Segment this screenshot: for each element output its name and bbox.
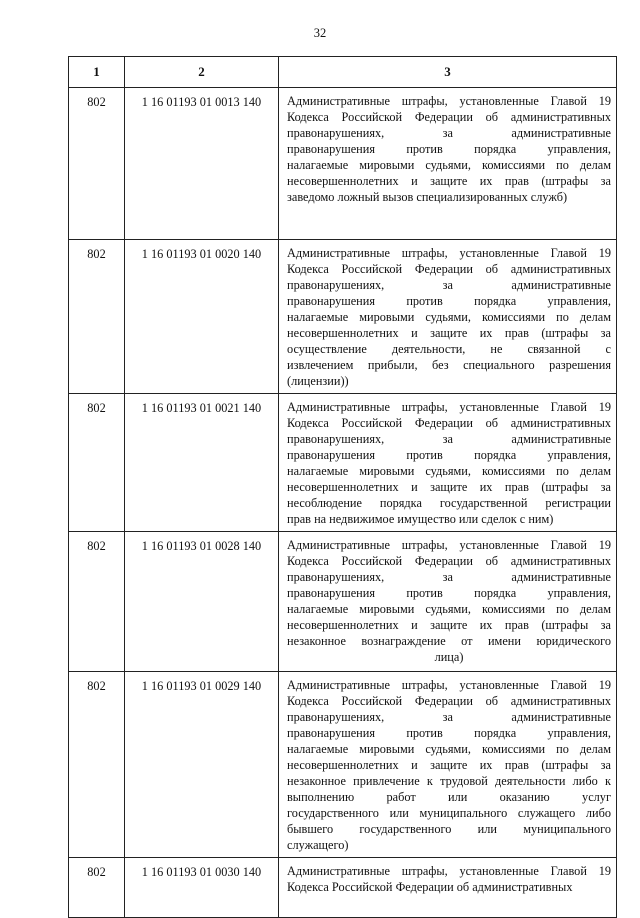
description-line: правонарушениях, за административные bbox=[287, 570, 611, 584]
description-line: извлечением прибыли, без специального разрешения bbox=[287, 358, 611, 372]
description-line: Кодекса Российской Федерации об административных bbox=[287, 262, 611, 276]
budget-codes-table bbox=[68, 56, 617, 918]
description-line: несоблюдение порядка государственной регистрации bbox=[287, 496, 611, 510]
description-line: правонарушениях, за административные bbox=[287, 432, 611, 446]
description-line: бывшего государственного или муниципального bbox=[287, 822, 611, 836]
description-cell bbox=[279, 858, 617, 918]
description-line: (лицензии)) bbox=[287, 374, 349, 388]
description-line: государственного или муниципального служащего либо bbox=[287, 806, 611, 820]
table-body bbox=[69, 88, 617, 918]
table-row bbox=[69, 532, 617, 672]
description-cell bbox=[279, 240, 617, 394]
description-line: Кодекса Российской Федерации об административных bbox=[287, 110, 611, 124]
description-line: прав на недвижимое имущество или сделок с ним) bbox=[287, 512, 554, 526]
description-line: правонарушениях, за административные bbox=[287, 710, 611, 724]
description-line: Административные штрафы, установленные Главой 19 bbox=[287, 246, 611, 260]
admin-code-cell: 802 bbox=[69, 532, 125, 672]
table-row bbox=[69, 394, 617, 532]
description-line: налагаемые мировыми судьями, комиссиями по делам bbox=[287, 742, 611, 756]
description-line: несовершеннолетних и защите их прав (штрафы за bbox=[287, 326, 611, 340]
table-header-row bbox=[69, 57, 617, 88]
description-line: налагаемые мировыми судьями, комиссиями по делам bbox=[287, 464, 611, 478]
description-line: Кодекса Российской Федерации об административных bbox=[287, 416, 611, 430]
description-line: несовершеннолетних и защите их прав (штрафы за bbox=[287, 174, 611, 188]
budget-classification-code-cell: 1 16 01193 01 0020 140 bbox=[125, 240, 279, 394]
page-number: 32 bbox=[313, 26, 327, 40]
budget-classification-code-cell: 1 16 01193 01 0021 140 bbox=[125, 394, 279, 532]
admin-code-cell: 802 bbox=[69, 394, 125, 532]
admin-code-cell: 802 bbox=[69, 672, 125, 858]
description-cell bbox=[279, 394, 617, 532]
description-line: налагаемые мировыми судьями, комиссиями по делам bbox=[287, 602, 611, 616]
budget-classification-code-cell: 1 16 01193 01 0029 140 bbox=[125, 672, 279, 858]
description-line: незаконное вознаграждение от имени юридического bbox=[287, 634, 611, 648]
description-line: незаконное привлечение к трудовой деятельности либо к bbox=[287, 774, 611, 788]
description-cell bbox=[279, 88, 617, 240]
description-line: осуществление деятельности, не связанной с bbox=[287, 342, 611, 356]
description-line: правонарушения против порядка управления, bbox=[287, 726, 611, 740]
description-line: Кодекса Российской Федерации об административных bbox=[287, 554, 611, 568]
column-header-2: 2 bbox=[125, 57, 279, 88]
description-line: правонарушения против порядка управления, bbox=[287, 142, 611, 156]
description-line: выполнению работ или оказанию услуг bbox=[287, 790, 611, 804]
admin-code-cell: 802 bbox=[69, 88, 125, 240]
column-header-3: 3 bbox=[279, 57, 617, 88]
description-line: Кодекса Российской Федерации об административных bbox=[287, 880, 573, 894]
description-cell bbox=[279, 532, 617, 672]
description-line: правонарушения против порядка управления, bbox=[287, 586, 611, 600]
description-line: лица) bbox=[434, 650, 464, 664]
budget-classification-code-cell: 1 16 01193 01 0028 140 bbox=[125, 532, 279, 672]
budget-classification-code-cell: 1 16 01193 01 0013 140 bbox=[125, 88, 279, 240]
description-line: Административные штрафы, установленные Главой 19 bbox=[287, 400, 611, 414]
description-line: Административные штрафы, установленные Главой 19 bbox=[287, 678, 611, 692]
column-header-1: 1 bbox=[69, 57, 125, 88]
description-line: правонарушениях, за административные bbox=[287, 278, 611, 292]
table-row bbox=[69, 672, 617, 858]
description-line: несовершеннолетних и защите их прав (штрафы за bbox=[287, 758, 611, 772]
table-row bbox=[69, 858, 617, 918]
admin-code-cell: 802 bbox=[69, 858, 125, 918]
table-row bbox=[69, 88, 617, 240]
description-line: правонарушениях, за административные bbox=[287, 126, 611, 140]
description-line: правонарушения против порядка управления, bbox=[287, 294, 611, 308]
description-line: заведомо ложный вызов специализированных служб) bbox=[287, 190, 568, 204]
description-line: несовершеннолетних и защите их прав (штрафы за bbox=[287, 618, 611, 632]
table-row bbox=[69, 240, 617, 394]
description-line: Административные штрафы, установленные Главой 19 bbox=[287, 864, 611, 878]
description-cell bbox=[279, 672, 617, 858]
admin-code-cell: 802 bbox=[69, 240, 125, 394]
description-line: Кодекса Российской Федерации об административных bbox=[287, 694, 611, 708]
description-line: Административные штрафы, установленные Главой 19 bbox=[287, 94, 611, 108]
description-line: налагаемые мировыми судьями, комиссиями по делам bbox=[287, 310, 611, 324]
description-line: правонарушения против порядка управления, bbox=[287, 448, 611, 462]
description-line: налагаемые мировыми судьями, комиссиями по делам bbox=[287, 158, 611, 172]
budget-classification-code-cell: 1 16 01193 01 0030 140 bbox=[125, 858, 279, 918]
description-line: несовершеннолетних и защите их прав (штрафы за bbox=[287, 480, 611, 494]
description-line: служащего) bbox=[287, 838, 349, 852]
description-line: Административные штрафы, установленные Главой 19 bbox=[287, 538, 611, 552]
